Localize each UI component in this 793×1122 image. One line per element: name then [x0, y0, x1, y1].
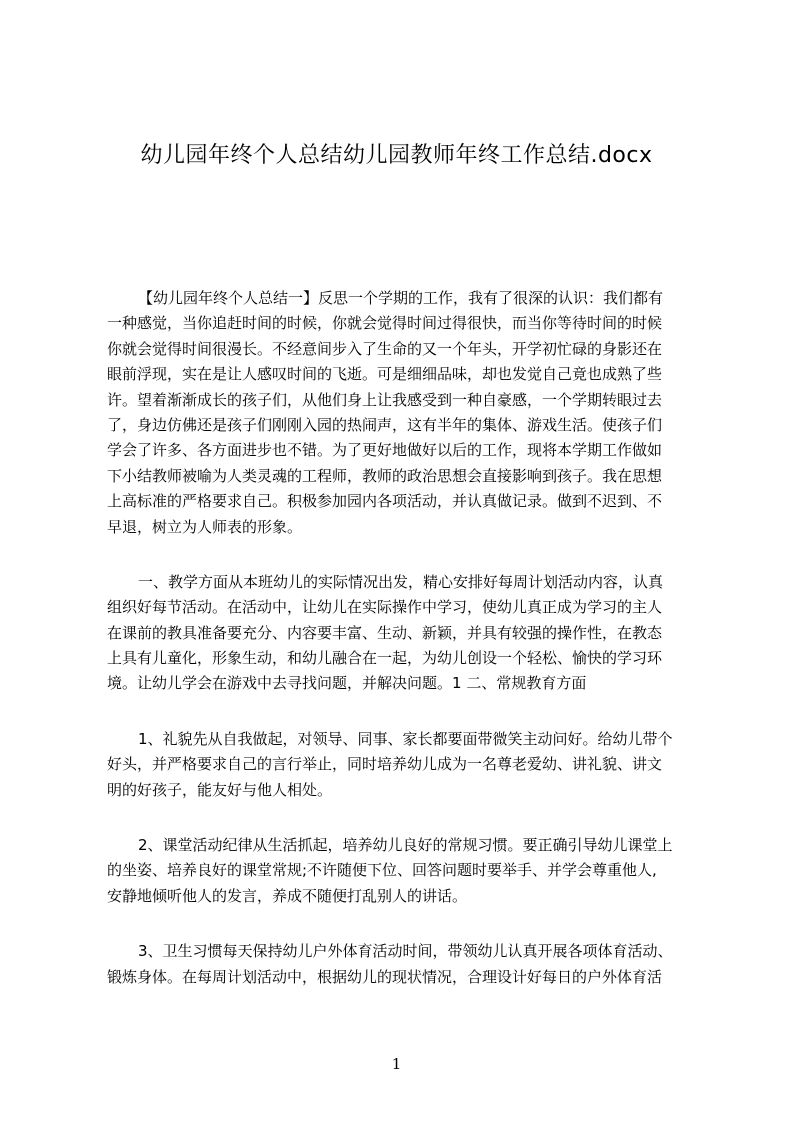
text-line: 了，身边仿佛还是孩子们刚刚入园的热闹声，这有半年的集体、游戏生活。使孩子们	[107, 415, 663, 434]
text-line: 上高标准的严格要求自己。积极参加园内各项活动，并认真做记录。做到不迟到、不	[107, 492, 663, 511]
text-line: 的坐姿、培养良好的课堂常规;不许随便下位、回答问题时要举手、并学会尊重他人,	[107, 861, 657, 880]
page-number: 1	[391, 1055, 402, 1073]
text-line: 许。望着渐渐成长的孩子们，从他们身上让我感受到一种自豪感，一个学期转眼过去	[107, 390, 663, 409]
text-line: 2、课堂活动纪律从生活抓起，培养幼儿良好的常规习惯。要正确引导幼儿课堂上	[138, 836, 673, 855]
document-title: 幼儿园年终个人总结幼儿园教师年终工作总结.docx	[140, 143, 653, 168]
text-line: 1、礼貌先从自我做起，对领导、同事、家长都要面带微笑主动问好。给幼儿带个	[138, 729, 673, 748]
paragraph-classroom-discipline	[107, 833, 707, 909]
document-body	[107, 286, 707, 990]
text-line: 一种感觉，当你追赶时间的时候，你就会觉得时间过得很快，而当你等待时间的时候	[107, 314, 663, 333]
text-line: 安静地倾听他人的发言，养成不随便打乱别人的讲话。	[107, 886, 468, 905]
paragraph-summary-intro	[107, 286, 707, 540]
text-line: 境。让幼儿学会在游戏中去寻找问题，并解决问题。1 二、常规教育方面	[107, 674, 587, 693]
text-line: 【幼儿园年终个人总结一】反思一个学期的工作，我有了很深的认识：我们都有	[138, 289, 664, 307]
paragraph-hygiene	[107, 939, 707, 990]
text-line: 明的好孩子，能友好与他人相处。	[107, 780, 333, 799]
text-line: 锻炼身体。在每周计划活动中，根据幼儿的现状情况，合理设计好每日的户外体育活	[107, 967, 663, 986]
text-line: 一、教学方面从本班幼儿的实际情况出发，精心安排好每周计划活动内容，认真	[138, 572, 664, 591]
text-line: 你就会觉得时间很漫长。不经意间步入了生命的又一个年头，开学初忙碌的身影还在	[107, 339, 663, 358]
text-line: 早退，树立为人师表的形象。	[107, 517, 303, 536]
text-line: 下小结教师被喻为人类灵魂的工程师，教师的政治思想会直接影响到孩子。我在思想	[107, 466, 663, 485]
text-line: 上具有儿童化，形象生动，和幼儿融合在一起，为幼儿创设一个轻松、愉快的学习环	[107, 649, 663, 668]
text-line: 好头，并严格要求自己的言行举止，同时培养幼儿成为一名尊老爱幼、讲礼貌、讲文	[107, 755, 663, 774]
text-line: 在课前的教具准备要充分、内容要丰富、生动、新颖，并具有较强的操作性，在教态	[107, 623, 663, 642]
paragraph-teaching	[107, 570, 707, 697]
paragraph-courtesy	[107, 727, 707, 803]
text-line: 学会了许多、各方面进步也不错。为了更好地做好以后的工作，现将本学期工作做如	[107, 441, 663, 460]
text-line: 组织好每节活动。在活动中，让幼儿在实际操作中学习，使幼儿真正成为学习的主人	[107, 598, 663, 617]
text-line: 眼前浮现，实在是让人感叹时间的飞逝。可是细细品味，却也发觉自己竟也成熟了些	[107, 365, 663, 384]
text-line: 3、卫生习惯每天保持幼儿户外体育活动时间，带领幼儿认真开展各项体育活动、	[138, 942, 673, 961]
